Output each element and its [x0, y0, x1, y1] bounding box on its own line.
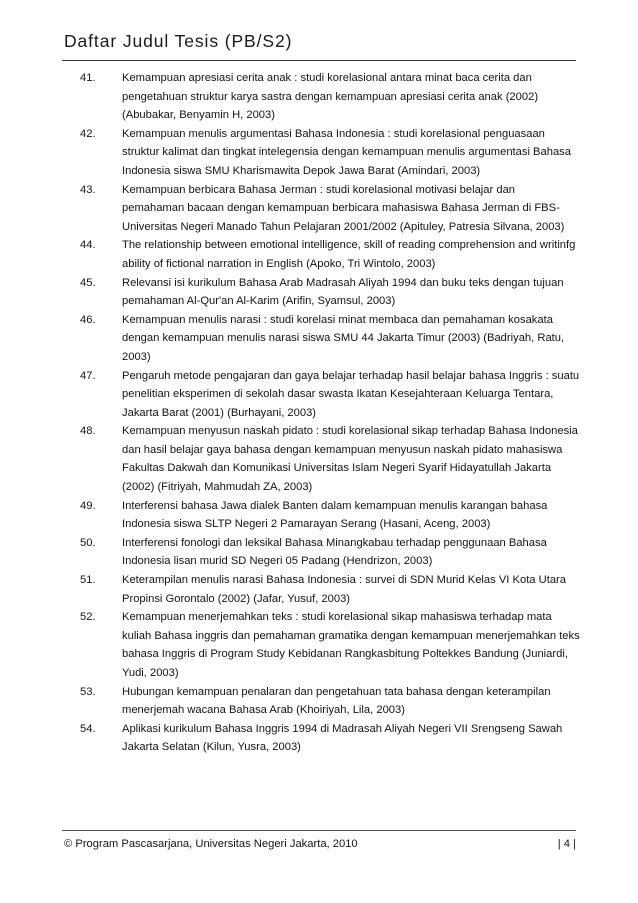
- item-text: The relationship between emotional intelligence, skill of reading comprehension and writinfg ability of fictional narration in English (Apoko, Tri Wintolo, 2003): [122, 239, 576, 270]
- thesis-list: [80, 69, 580, 757]
- item-number: 48.: [80, 425, 96, 438]
- item-number: 50.: [80, 536, 96, 549]
- list-item: [80, 125, 580, 181]
- list-item: [80, 720, 580, 757]
- item-text: Kemampuan apresiasi cerita anak : studi korelasional antara minat baca cerita dan pengetahuan struktur karya sastra dengan kemampuan apresiasi cerita anak (2002) (Abubakar, Benyamin H, 2003): [122, 72, 539, 122]
- item-number: 43.: [80, 183, 96, 196]
- item-number: 42.: [80, 127, 96, 140]
- list-item: [80, 608, 580, 682]
- item-text: Kemampuan menulis argumentasi Bahasa Indonesia : studi korelasional penguasaan struktur kalimat dan tingkat intelegensia dengan kemampuan menulis argumentasi Bahasa Indonesia siswa SMU Kharismawita Depok Jawa Barat (Amindari, 2003): [122, 127, 572, 177]
- list-item: [80, 181, 580, 237]
- list-item: [80, 683, 580, 720]
- item-number: 44.: [80, 239, 96, 252]
- list-item: [80, 534, 580, 571]
- page-title: Daftar Judul Tesis (PB/S2): [64, 31, 293, 51]
- list-item: [80, 497, 580, 534]
- item-text: Interferensi fonologi dan leksikal Bahasa Minangkabau terhadap penggunaan Bahasa Indonesia lisan murid SD Negeri 05 Padang (Hendrizon, 2003): [122, 536, 547, 568]
- item-number: 49.: [80, 499, 96, 512]
- item-text: Kemampuan berbicara Bahasa Jerman : studi korelasional motivasi belajar dan pemahaman bacaan dengan kemampuan berbicara mahasiswa Bahasa Jerman di FBS-Universitas Negeri Manado Tahun Pelajaran 2001/2002 (Apituley, Patresia Silvana, 2003): [122, 183, 565, 233]
- item-number: 47.: [80, 369, 96, 382]
- item-number: 51.: [80, 574, 96, 587]
- footer-divider: [62, 830, 576, 831]
- list-item: [80, 311, 580, 367]
- footer-copyright: © Program Pascasarjana, Universitas Negeri Jakarta, 2010: [64, 838, 358, 850]
- item-number: 53.: [80, 685, 96, 698]
- item-text: Kemampuan menerjemahkan teks : studi korelasional sikap mahasiswa terhadap mata kuliah Bahasa inggris dan pemahaman gramatika dengan kemampuan menerjemahkan teks bahasa Inggris di Program Study Kebidanan Rangkasbitung Poltekkes Bandung (Juniardi, Yudi, 2003): [122, 611, 580, 679]
- item-text: Kemampuan menyusun naskah pidato : studi korelasional sikap terhadap Bahasa Indonesia dan hasil belajar gaya bahasa dengan kemampuan menyusun naskah pidato mahasiswa Fakultas Dakwah dan Komunikasi Universitas Islam Negeri Syarif Hidayatullah Jakarta (2002) (Fitriyah, Mahmudah ZA, 2003): [122, 425, 578, 494]
- page-number: | 4 |: [557, 838, 576, 850]
- list-item: [80, 422, 580, 496]
- item-text: Kemampuan menulis narasi : studi korelasi minat membaca dan pemahaman kosakata dengan kemampuan menulis narasi siswa SMU 44 Jakarta Timur (2003) (Badriyah, Ratu, 2003): [122, 313, 565, 363]
- list-item: [80, 236, 580, 273]
- item-text: Aplikasi kurikulum Bahasa Inggris 1994 di Madrasah Aliyah Negeri VII Srengseng Sawah Jakarta Selatan (Kilun, Yusra, 2003): [122, 722, 563, 754]
- item-number: 52.: [80, 611, 96, 624]
- list-item: [80, 274, 580, 311]
- item-number: 54.: [80, 722, 96, 735]
- item-text: Hubungan kemampuan penalaran dan pengetahuan tata bahasa dengan keterampilan menerjemah wacana Bahasa Arab (Khoiriyah, Lila, 2003): [122, 685, 551, 717]
- list-item: [80, 69, 580, 125]
- header-divider: [62, 60, 576, 61]
- item-text: Relevansi isi kurikulum Bahasa Arab Madrasah Aliyah 1994 dan buku teks dengan tujuan pemahaman Al-Qur'an Al-Karim (Arifin, Syamsul, 2003): [122, 276, 564, 308]
- list-item: [80, 571, 580, 608]
- item-number: 46.: [80, 313, 96, 326]
- item-number: 41.: [80, 72, 96, 84]
- item-text: Interferensi bahasa Jawa dialek Banten dalam kemampuan menulis karangan bahasa Indonesia siswa SLTP Negeri 2 Pamarayan Serang (Hasani, Aceng, 2003): [122, 499, 548, 531]
- list-item: [80, 367, 580, 423]
- item-text: Pengaruh metode pengajaran dan gaya belajar terhadap hasil belajar bahasa Inggris : suatu penelitian eksperimen di sekolah dasar swasta Ikatan Kesejahteraan Keluarga Tentara, Jakarta Barat (2001) (Burhayani, 2003): [122, 369, 580, 419]
- item-number: 45.: [80, 276, 96, 289]
- item-text: Keterampilan menulis narasi Bahasa Indonesia : survei di SDN Murid Kelas VI Kota Utara Propinsi Gorontalo (2002) (Jafar, Yusuf, 2003): [122, 574, 566, 605]
